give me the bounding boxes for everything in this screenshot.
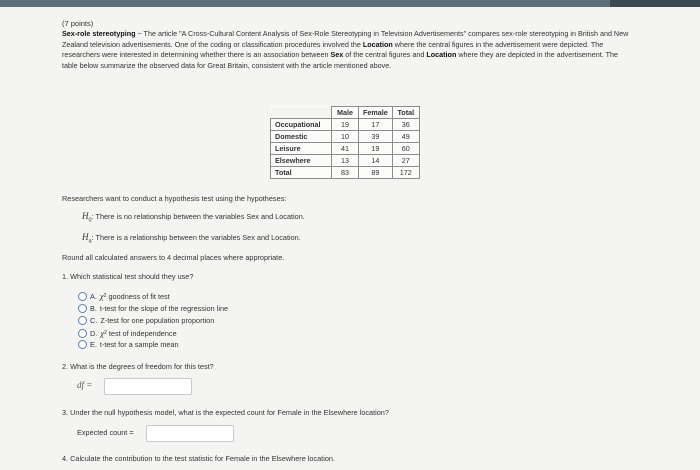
top-bar-right	[610, 0, 700, 7]
row-label: Domestic	[271, 131, 332, 143]
table-cell: 36	[392, 119, 419, 131]
question-4: 4. Calculate the contribution to the test statistic for Female in the Elsewhere location.	[62, 454, 335, 463]
table-header-cell: Total	[392, 107, 419, 119]
radio-button[interactable]	[78, 329, 87, 338]
table-row	[271, 155, 420, 167]
table-cell: 19	[332, 119, 359, 131]
table-row	[271, 119, 420, 131]
rounding-note: Round all calculated answers to 4 decimal places where appropriate.	[62, 253, 285, 262]
expected-count-input[interactable]	[146, 425, 234, 442]
option-b[interactable]: B. t-test for the slope of the regression line	[78, 304, 228, 313]
problem-intro: Sex-role stereotyping ~ The article "A Cross-Cultural Content Analysis of Sex-Role Stereotyping in Television Advertisements" compares sex-role stereotyping in British and New Zealand television advertisements. One of the coding or classification procedures involved the Location where the central figures in the advertisement were depicted. The researchers were interested in determining whether there is an association between Sex of the central figures and Location where they are depicted in the advertisement. The table below summarize the observed data for Great Britain, consistent with the article mentioned above.	[62, 29, 629, 70]
radio-button[interactable]	[78, 292, 87, 301]
option-c[interactable]: C. Z-test for one population proportion	[78, 316, 214, 325]
table-cell: 19	[359, 143, 393, 155]
question-3: 3. Under the null hypothesis model, what is the expected count for Female in the Elsewhere location?	[62, 408, 389, 417]
row-label: Total	[271, 167, 332, 179]
table-cell: 17	[359, 119, 393, 131]
null-hypothesis: $H_0$: There is no relationship between the variables Sex and Location.	[82, 211, 305, 224]
table-cell: 27	[392, 155, 419, 167]
table-cell: 83	[332, 167, 359, 179]
table-header-cell: Female	[359, 107, 393, 119]
radio-button[interactable]	[78, 340, 87, 349]
table-row	[271, 167, 420, 179]
expected-count-label: Expected count =	[77, 428, 134, 437]
row-label: Elsewhere	[271, 155, 332, 167]
table-cell: 172	[392, 167, 419, 179]
problem-title: Sex-role stereotyping	[62, 29, 136, 38]
row-label: Leisure	[271, 143, 332, 155]
table-row	[271, 131, 420, 143]
table-header-row	[271, 107, 420, 119]
alternative-hypothesis: $H_a$: There is a relationship between the variables Sex and Location.	[82, 232, 301, 245]
table-cell: 41	[332, 143, 359, 155]
table-header-cell: Male	[332, 107, 359, 119]
row-label: Occupational	[271, 119, 332, 131]
table-cell: 49	[392, 131, 419, 143]
option-e[interactable]: E. t-test for a sample mean	[78, 340, 179, 349]
radio-button[interactable]	[78, 304, 87, 313]
table-cell: 14	[359, 155, 393, 167]
option-a[interactable]: A. χ 2 goodness of fit test	[78, 291, 170, 301]
table-cell: 89	[359, 167, 393, 179]
points-label: (7 points)	[62, 19, 94, 28]
df-label: df =	[77, 380, 93, 390]
option-d[interactable]: D. χ 2 test of independence	[78, 328, 177, 338]
table-cell: 13	[332, 155, 359, 167]
question-1: 1. Which statistical test should they use?	[62, 272, 194, 281]
top-bar	[0, 0, 700, 7]
table-cell: 60	[392, 143, 419, 155]
radio-button[interactable]	[78, 316, 87, 325]
table-cell: 39	[359, 131, 393, 143]
hypotheses-intro: Researchers want to conduct a hypothesis test using the hypotheses:	[62, 194, 287, 203]
table-cell: 10	[332, 131, 359, 143]
table-header-cell	[271, 107, 332, 119]
table-row	[271, 143, 420, 155]
question-2: 2. What is the degrees of freedom for this test?	[62, 362, 214, 371]
observed-data-table	[270, 106, 420, 179]
df-input[interactable]	[104, 378, 192, 395]
